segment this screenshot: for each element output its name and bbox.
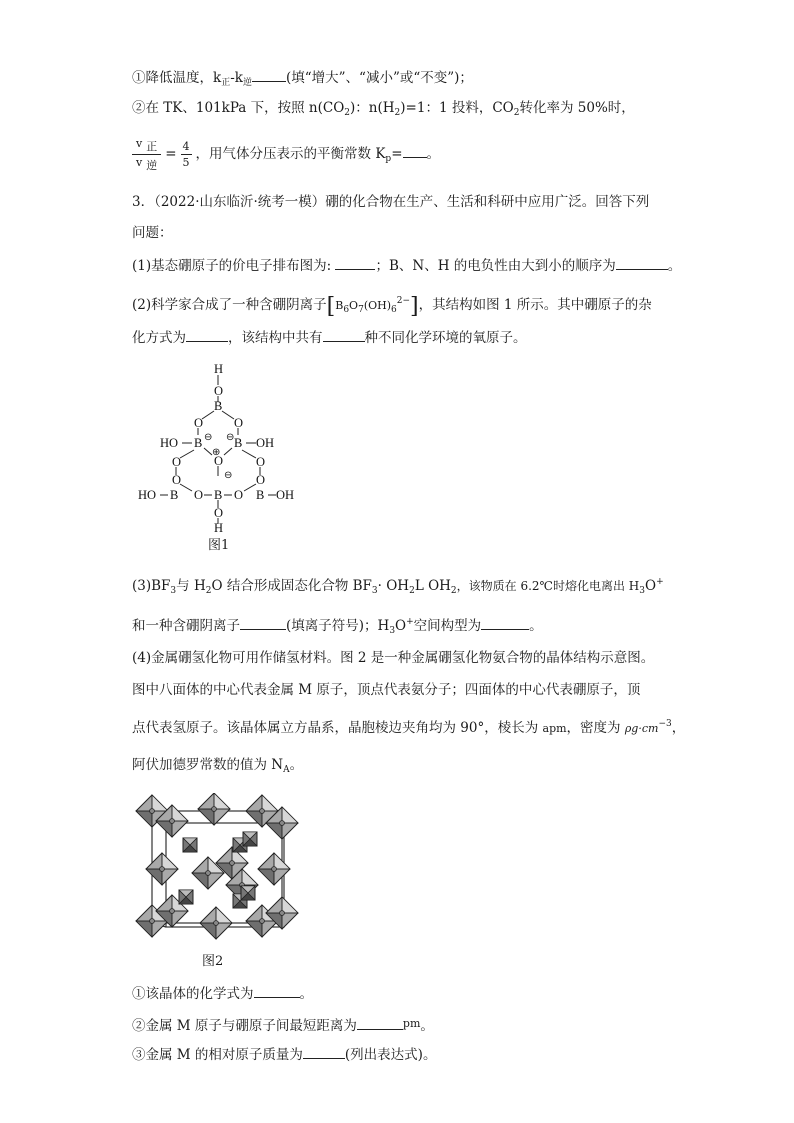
answer-blank[interactable] xyxy=(240,615,286,630)
svg-text:B: B xyxy=(234,436,243,450)
svg-text:⊖: ⊖ xyxy=(224,470,233,481)
answer-blank[interactable] xyxy=(335,255,375,270)
q3-part4-line2: 图中八面体的中心代表金属 M 原子，顶点代表氨分子；四面体的中心代表硼原子，顶 xyxy=(132,682,641,698)
svg-text:B: B xyxy=(194,436,203,450)
svg-text:HO: HO xyxy=(138,488,157,502)
figure-1-borate-structure xyxy=(130,358,310,533)
svg-text:OH: OH xyxy=(276,488,295,502)
q3-sub2: ②金属 M 原子与硼原子间最短距离为 $^{pm}$。 xyxy=(132,1017,434,1034)
figure-2-crystal-structure xyxy=(132,793,304,945)
q3-part4-line1: (4)金属硼氢化物可用作储氢材料。图 2 是一种金属硼氢化物氨合物的晶体结构示意图。 xyxy=(132,650,655,666)
q3-part4-line3: 点代表氢原子。该晶体属立方晶系，晶胞棱边夹角均为 90°，棱长为 apm，密度为 $\rho g\cdot cm^{-3}$， xyxy=(132,719,686,736)
svg-text:O: O xyxy=(194,416,204,430)
svg-text:O: O xyxy=(172,455,182,469)
q3-heading: 3．（2022·山东临沂·统考一模）硼的化合物在生产、生活和科研中应用广泛。回答下列 xyxy=(132,194,650,210)
q3-part2-line2: 化方式为 ，该结构中共有 种不同化学环境的氧原子。 xyxy=(132,327,527,348)
svg-text:B: B xyxy=(214,488,223,502)
svg-text:⊖: ⊖ xyxy=(226,432,235,443)
q3-sub3: ③金属 M 的相对原子质量为 (列出表达式)。 xyxy=(132,1044,436,1065)
q2-item2-line2: $\frac{\text{v 正}}{\text{v 逆}}$ = $\frac{4}{5}$ ，用气体分压表示的平衡常数 $K_p=$ 。 xyxy=(132,136,440,174)
svg-text:H: H xyxy=(214,362,224,376)
q3-part3: $(3)BF_3$与 $H_2O$ 结合形成固态化合物 $BF_3\cdot OH_2L$ $OH_2$，该物质在 6.2℃时熔化电离出 $H_3O^+$ xyxy=(132,577,664,596)
svg-text:O: O xyxy=(256,473,266,487)
svg-text:O: O xyxy=(234,416,244,430)
svg-text:OH: OH xyxy=(256,436,275,450)
q3-part3-line2: 和一种含硼阴离子 (填离子符号)；$H_3O^+$空间构型为 。 xyxy=(132,617,543,636)
borate-ion: $B_6O_7(OH)_6^{2-}$ xyxy=(335,296,411,315)
q3-heading-2: 问题： xyxy=(132,225,173,241)
svg-text:HO: HO xyxy=(160,436,179,450)
q2-item2-line1: ②在 TK、101kPa 下，按照 $n(CO_2)$：$n(H_2)=1$：1 投料，$CO_2$转化率为 50%时， xyxy=(132,100,635,118)
q3-part4-line4: 阿伏加德罗常数的值为 $N_A$。 xyxy=(132,757,304,775)
figure-1-caption: 图1 xyxy=(208,538,230,553)
svg-text:B: B xyxy=(256,488,265,502)
answer-blank[interactable] xyxy=(481,615,529,630)
svg-text:O: O xyxy=(194,488,204,502)
q2-item1: ①降低温度，$k_正-k_逆$ (填“增大”、“减小”或“不变”)； xyxy=(132,67,473,93)
answer-blank[interactable] xyxy=(357,1015,403,1030)
answer-blank[interactable] xyxy=(616,255,668,270)
svg-text:O: O xyxy=(214,384,224,398)
q3-part1: (1)基态硼原子的价电子排布图为: ；B、N、H 的电负性由大到小的顺序为 。 xyxy=(132,255,681,276)
svg-text:O: O xyxy=(172,473,182,487)
q3-sub1: ①该晶体的化学式为 。 xyxy=(132,983,313,1004)
svg-text:O: O xyxy=(214,454,224,468)
svg-text:O: O xyxy=(234,488,244,502)
svg-text:B: B xyxy=(170,488,179,502)
svg-text:O: O xyxy=(214,506,224,520)
svg-text:⊖: ⊖ xyxy=(204,432,213,443)
answer-blank[interactable] xyxy=(323,327,365,342)
svg-text:B: B xyxy=(214,399,223,413)
ratio-fraction: $\frac{\text{v 正}}{\text{v 逆}}$ xyxy=(132,136,161,173)
figure-2-caption: 图2 xyxy=(202,954,224,969)
answer-blank[interactable] xyxy=(186,327,228,342)
value-fraction: $\frac{4}{5}$ xyxy=(182,140,190,169)
answer-blank[interactable] xyxy=(254,983,300,998)
answer-blank[interactable] xyxy=(252,67,286,82)
svg-text:H: H xyxy=(214,521,224,533)
answer-blank[interactable] xyxy=(403,143,427,158)
answer-blank[interactable] xyxy=(303,1044,345,1059)
svg-text:⊕: ⊕ xyxy=(212,447,221,458)
svg-text:O: O xyxy=(256,455,266,469)
q3-part2: (2)科学家合成了一种含硼阴离子$[B_6O_7(OH)_6^{2-}]$，其结构如图 1 所示。其中硼原子的杂 xyxy=(132,294,652,319)
